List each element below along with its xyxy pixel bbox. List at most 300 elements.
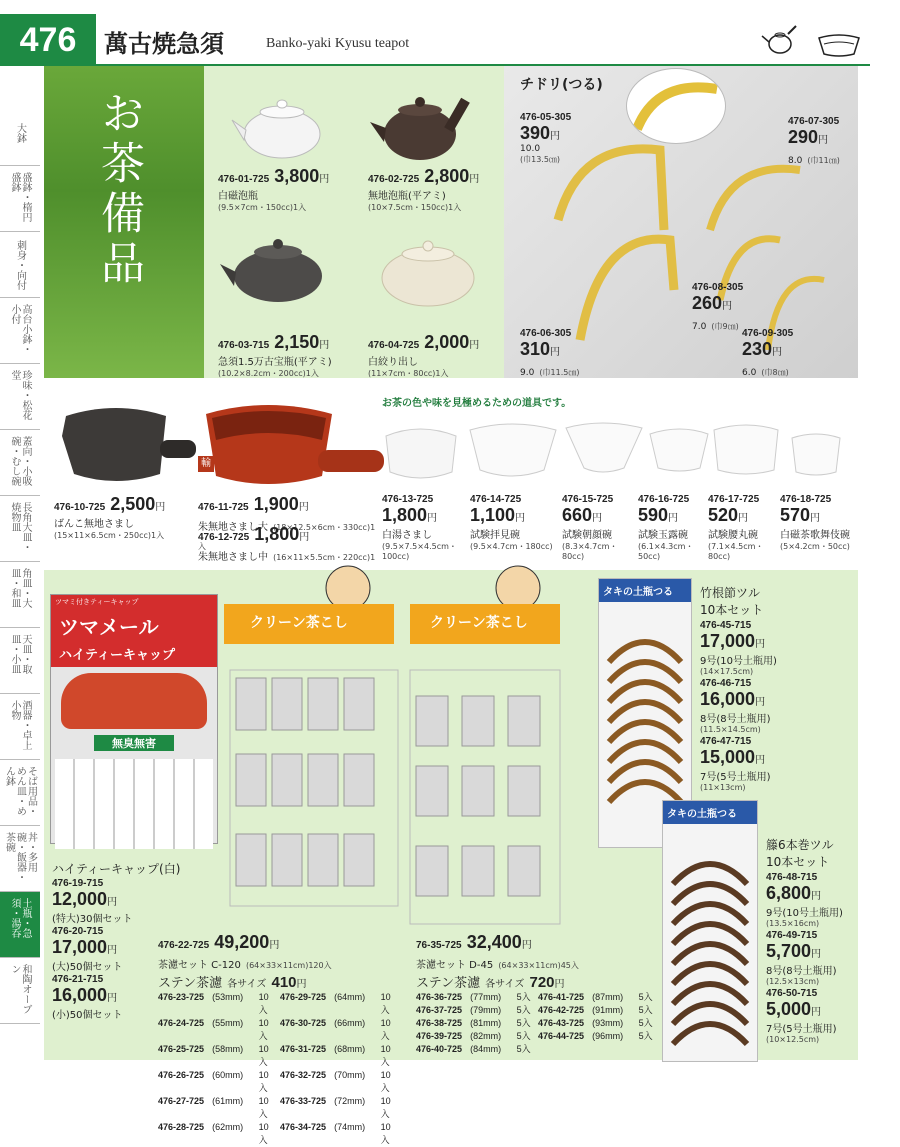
- bowl-item: [708, 494, 780, 561]
- product-code: 476-12-725: [198, 532, 250, 543]
- product-code: 476-20-715: [52, 926, 104, 937]
- product-code: 476-04-725: [368, 340, 420, 351]
- strainer-title: ステン茶濾: [158, 976, 223, 991]
- product-size: 7.0: [692, 322, 707, 332]
- product-dims: (6.1×4.3cm・50cc): [638, 542, 694, 561]
- bowl-item: [382, 494, 468, 561]
- sidebar-tab[interactable]: 盛鉢・楕円盛鉢: [0, 166, 40, 232]
- yen-unit: 円: [469, 174, 480, 185]
- product-dims: (5×4.2cm・50cc): [780, 542, 850, 551]
- table-cell: 476-36-725: [416, 992, 463, 1002]
- strainer-a-info: [158, 932, 398, 1147]
- product-code: 476-02-725: [368, 174, 420, 185]
- table-row: [158, 1069, 398, 1095]
- table-cell: [592, 1043, 634, 1056]
- table-cell: 476-32-725: [280, 1070, 327, 1080]
- product-code: 476-10-725: [54, 502, 106, 513]
- yen-unit: 円: [554, 979, 565, 990]
- caps-package-subtitle: ハイティーキャップ: [51, 642, 217, 667]
- caps-item: [52, 878, 222, 925]
- table-row: [416, 1017, 656, 1030]
- table-cell: 476-33-725: [280, 1096, 327, 1106]
- product-name: 白絞り出し: [368, 357, 418, 368]
- product-note: 7号(5号土瓶用): [766, 1024, 837, 1035]
- table-cell: 10入: [380, 1044, 391, 1067]
- product-dims: (12.5×13cm): [766, 977, 820, 986]
- bowl-item: [780, 494, 852, 552]
- table-cell: 476-30-725: [280, 1018, 327, 1028]
- product-note: 7号(5号土瓶用): [700, 772, 771, 783]
- handle-item: [766, 872, 866, 928]
- product-price: 310: [520, 339, 551, 359]
- rattan-sub: 10本セット: [766, 855, 830, 869]
- product-size: 8.0: [788, 156, 803, 166]
- table-cell: 476-25-725: [158, 1044, 205, 1054]
- product-size: 10.0: [520, 144, 541, 154]
- strainer-a-table: [158, 991, 398, 1147]
- sidebar-tab[interactable]: 土瓶・急須・湯呑: [0, 892, 40, 958]
- table-row: [158, 1043, 398, 1069]
- sidebar-tab[interactable]: 丼・多用碗・飯器・茶碗: [0, 826, 40, 892]
- table-cell: (60mm): [212, 1070, 244, 1080]
- product-code: 476-49-715: [766, 930, 818, 941]
- bamboo-info: [700, 584, 850, 792]
- product-code: 476-03-715: [218, 340, 270, 351]
- product-price: 660: [562, 505, 593, 525]
- product-note: 9号(10号土瓶用): [700, 656, 777, 667]
- table-cell: 476-23-725: [158, 992, 205, 1002]
- product-note: (大)50個セット: [52, 962, 123, 973]
- bowl-item: [638, 494, 710, 561]
- product-price: 290: [788, 127, 819, 147]
- strainer-b-table: [416, 991, 656, 1056]
- product-price: 1,800: [382, 505, 428, 525]
- yen-unit: 円: [550, 131, 561, 142]
- product-size: 9.0: [520, 368, 535, 378]
- package-label: タキの土瓶つる: [663, 801, 757, 824]
- table-cell: (91mm): [592, 1005, 624, 1015]
- yen-unit: 円: [298, 502, 309, 513]
- product-dims: (11×7cm・80cc)1入: [368, 369, 449, 378]
- product-width: (巾8㎝): [761, 368, 789, 377]
- yen-unit: 円: [469, 340, 480, 351]
- yen-unit: 円: [299, 532, 310, 543]
- table-row: [158, 1017, 398, 1043]
- set-dims: (64×33×11cm)120入: [245, 961, 332, 970]
- table-cell: (61mm): [212, 1096, 244, 1106]
- yen-unit: 円: [738, 513, 749, 524]
- product-price: 5,000: [766, 999, 812, 1019]
- product-price: 230: [742, 339, 773, 359]
- product-code: 476-13-725: [382, 494, 434, 505]
- strainer-sign-a: クリーン茶こし: [250, 615, 348, 631]
- product-price: 16,000: [700, 689, 756, 709]
- table-cell: 5入: [516, 992, 531, 1002]
- yen-unit: 円: [319, 174, 330, 185]
- product-price: 260: [692, 293, 723, 313]
- table-cell: (53mm): [212, 992, 244, 1002]
- teapot-grey-image: [216, 228, 336, 308]
- table-cell: 10入: [258, 1044, 269, 1067]
- yen-unit: 円: [550, 347, 561, 358]
- table-cell: 5入: [516, 1044, 531, 1054]
- bowls-row: [380, 412, 860, 488]
- table-cell: 476-34-725: [280, 1122, 327, 1132]
- product-note: 9号(10号土瓶用): [766, 908, 843, 919]
- product-name: 試験腰丸碗: [708, 530, 758, 541]
- teapot-item-1: [218, 166, 358, 213]
- table-cell: 5入: [516, 1018, 531, 1028]
- tools-caption: お茶の色や味を見極めるための道具です。: [382, 398, 572, 409]
- product-price: 390: [520, 123, 551, 143]
- product-name: 朱無地さまし中: [198, 552, 268, 563]
- product-price: 2,500: [110, 494, 156, 514]
- pourer-dark-image: [56, 396, 196, 488]
- table-cell: (68mm): [334, 1044, 366, 1054]
- yen-unit: 円: [107, 993, 118, 1004]
- yen-unit: 円: [269, 940, 280, 951]
- caps-grid: [55, 759, 213, 849]
- handle-item: [766, 988, 866, 1044]
- page-number: 476: [0, 14, 96, 66]
- handle-item: [700, 620, 850, 676]
- table-cell: (96mm): [592, 1031, 624, 1041]
- product-code: 476-17-725: [708, 494, 760, 505]
- product-code: 476-08-305: [692, 282, 744, 293]
- product-code: 476-18-725: [780, 494, 832, 505]
- chidori-item-1: [520, 112, 571, 165]
- table-cell: 5入: [638, 1018, 653, 1028]
- product-price: 6,800: [766, 883, 812, 903]
- rattan-package: [662, 800, 758, 1062]
- table-row: [416, 1004, 656, 1017]
- table-cell: [639, 1043, 656, 1056]
- bowl-item: [562, 494, 634, 561]
- product-name: 試験朝顔碗: [562, 530, 612, 541]
- yen-unit: 円: [155, 502, 166, 513]
- table-cell: 10入: [258, 1018, 269, 1041]
- product-dims: (10×7.5cm・150cc)1入: [368, 203, 462, 212]
- table-cell: 476-43-725: [538, 1018, 585, 1028]
- product-name: 白湯さまし: [382, 530, 432, 541]
- set-name: 茶濾セット C-120: [158, 960, 241, 971]
- table-cell: 5入: [516, 1031, 531, 1041]
- table-cell: 476-42-725: [538, 1005, 585, 1015]
- yen-unit: 円: [755, 755, 766, 766]
- sidebar: [0, 100, 40, 1024]
- product-dims: (9.5×7.5×4.5cm・100cc): [382, 542, 457, 561]
- table-row: [158, 1095, 398, 1121]
- product-price: 17,000: [52, 937, 108, 957]
- product-width: (巾11.5㎝): [539, 368, 580, 377]
- table-cell: [538, 1043, 588, 1056]
- product-code: 476-07-305: [788, 116, 840, 127]
- product-name: 無地泡瓶(平アミ): [368, 191, 446, 202]
- product-code: 476-01-725: [218, 174, 270, 185]
- product-name: 急須1.5万古宝瓶(平アミ): [218, 357, 332, 368]
- set-price: 32,400: [466, 932, 522, 952]
- chidori-item-4: [520, 328, 579, 379]
- table-cell: 476-39-725: [416, 1031, 463, 1041]
- table-cell: 10入: [380, 1018, 391, 1041]
- product-code: 476-45-715: [700, 620, 752, 631]
- product-note: 8号(8号土瓶用): [700, 714, 771, 725]
- table-cell: 476-38-725: [416, 1018, 463, 1028]
- product-dims: (13.5×16cm): [766, 919, 820, 928]
- chidori-title: チドリ(つる): [520, 77, 603, 93]
- product-price: 2,000: [424, 332, 470, 352]
- caps-package-title: ツマメール: [51, 609, 217, 642]
- caps-teapot-image: [61, 673, 207, 729]
- package-label: タキの土瓶つる: [599, 579, 691, 602]
- table-cell: (70mm): [334, 1070, 366, 1080]
- product-code: 476-19-715: [52, 878, 104, 889]
- sidebar-tab[interactable]: 和陶オーブン: [0, 958, 40, 1024]
- product-name: ばんこ無地さまし: [54, 519, 134, 530]
- product-name: 試験玉露碗: [638, 530, 688, 541]
- table-cell: 10入: [380, 1096, 391, 1119]
- sidebar-tab[interactable]: 珍味・松花堂: [0, 364, 40, 430]
- product-dims: (15×11×6.5cm・250cc)1入: [54, 531, 165, 540]
- sidebar-tab[interactable]: 天皿・取皿・小皿: [0, 628, 40, 694]
- product-name: 朱無地さまし大: [198, 522, 268, 533]
- yen-unit: 円: [810, 513, 821, 524]
- chidori-item-5: [742, 328, 793, 379]
- yen-unit: 円: [818, 135, 829, 146]
- table-cell: (87mm): [592, 992, 624, 1002]
- bowl-icon: [816, 28, 862, 58]
- product-note: (小)50個セット: [52, 1010, 123, 1021]
- table-cell: (84mm): [470, 1044, 502, 1054]
- product-code: 476-11-725: [198, 502, 249, 513]
- teapot-white-image: [226, 84, 326, 164]
- page-title: 萬古焼急須: [104, 29, 224, 58]
- yen-unit: 円: [592, 513, 603, 524]
- table-row: [416, 1043, 656, 1056]
- table-cell: 476-44-725: [538, 1031, 585, 1041]
- set-name: 茶濾セット D-45: [416, 960, 494, 971]
- product-price: 17,000: [700, 631, 756, 651]
- strainer-title: ステン茶濾: [416, 976, 481, 991]
- product-dims: (14×17.5cm): [700, 667, 754, 676]
- table-cell: 476-26-725: [158, 1070, 205, 1080]
- teapot-item-2: [368, 166, 508, 213]
- product-price: 1,800: [254, 524, 300, 544]
- product-code: 476-16-725: [638, 494, 690, 505]
- chidori-item-2: [788, 116, 840, 167]
- table-cell: 476-24-725: [158, 1018, 205, 1028]
- set-dims: (64×33×11cm)45入: [498, 961, 579, 970]
- product-price: 2,150: [274, 332, 320, 352]
- product-code: 476-50-715: [766, 988, 818, 999]
- table-cell: 476-29-725: [280, 992, 327, 1002]
- table-cell: 476-40-725: [416, 1044, 463, 1054]
- table-cell: (55mm): [212, 1018, 244, 1028]
- product-dims: (7.1×4.5cm・80cc): [708, 542, 764, 561]
- yen-unit: 円: [755, 639, 766, 650]
- table-cell: 10入: [258, 1070, 269, 1093]
- product-dims: (11.5×14.5cm): [700, 725, 761, 734]
- table-row: [158, 1121, 398, 1147]
- product-price: 590: [638, 505, 669, 525]
- table-cell: 10入: [258, 1096, 269, 1119]
- table-cell: (82mm): [470, 1031, 502, 1041]
- table-cell: (62mm): [212, 1122, 244, 1132]
- product-price: 570: [780, 505, 811, 525]
- table-cell: 476-28-725: [158, 1122, 205, 1132]
- table-row: [416, 991, 656, 1004]
- yen-unit: 円: [107, 897, 118, 908]
- product-price: 5,700: [766, 941, 812, 961]
- table-cell: (58mm): [212, 1044, 244, 1054]
- product-code: 476-05-305: [520, 112, 572, 123]
- rattan-info: [766, 836, 866, 1044]
- sidebar-tab[interactable]: 角皿・大皿・和皿: [0, 562, 40, 628]
- sidebar-tab[interactable]: そば用品・めん皿・めん鉢: [0, 760, 40, 826]
- product-name: 白磁茶歌舞伎碗: [780, 530, 850, 541]
- handle-item: [766, 930, 866, 986]
- set-code: 76-35-725: [416, 940, 462, 951]
- each-size: 各サイズ: [227, 979, 267, 990]
- product-price: 1,900: [253, 494, 299, 514]
- product-price: 12,000: [52, 889, 108, 909]
- bowl-item: [470, 494, 556, 552]
- product-note: (特大)30個セット: [52, 914, 133, 925]
- yen-unit: 円: [811, 891, 822, 902]
- table-cell: 476-41-725: [538, 992, 585, 1002]
- page-subtitle: Banko-yaki Kyusu teapot: [266, 36, 410, 51]
- table-row: [416, 1030, 656, 1043]
- each-size: 各サイズ: [485, 979, 525, 990]
- table-cell: (72mm): [334, 1096, 366, 1106]
- table-cell: (64mm): [334, 992, 366, 1002]
- teapot-item-4: [368, 332, 508, 379]
- yen-unit: 円: [515, 513, 526, 524]
- product-dims: (10.2×8.2cm・200cc)1入: [218, 369, 319, 378]
- strainer-sign-b: クリーン茶こし: [430, 615, 528, 631]
- caps-title: ハイティーキャップ(白): [52, 862, 181, 876]
- table-cell: 476-27-725: [158, 1096, 205, 1106]
- product-code: 476-09-305: [742, 328, 794, 339]
- yen-unit: 円: [427, 513, 438, 524]
- product-price: 1,100: [470, 505, 516, 525]
- product-price: 3,800: [274, 166, 320, 186]
- caps-package-tag: 無臭無害: [94, 735, 174, 751]
- yen-unit: 円: [811, 1007, 822, 1018]
- bamboo-sub: 10本セット: [700, 603, 764, 617]
- table-cell: (77mm): [470, 992, 502, 1002]
- teapot-icon: [760, 22, 800, 58]
- sidebar-tab[interactable]: 大鉢: [0, 100, 40, 166]
- product-price: 2,800: [424, 166, 470, 186]
- product-code: 476-47-715: [700, 736, 752, 747]
- rattan-title: 籐6本巻ツル: [766, 838, 834, 852]
- product-code: 476-46-715: [700, 678, 752, 689]
- product-code: 476-21-715: [52, 974, 104, 985]
- table-cell: 476-31-725: [280, 1044, 327, 1054]
- pourer-item-1: [54, 494, 194, 541]
- teapot-item-3: [218, 332, 368, 379]
- product-price: 15,000: [700, 747, 756, 767]
- sidebar-tab[interactable]: 酒器・卓上小物: [0, 694, 40, 760]
- product-dims: (11×13cm): [700, 783, 746, 792]
- yen-unit: 円: [107, 945, 118, 956]
- pourer-red-image: [198, 396, 388, 492]
- table-cell: 476-37-725: [416, 1005, 463, 1015]
- table-cell: 10入: [258, 1122, 269, 1145]
- table-cell: 5入: [638, 992, 653, 1002]
- each-price: 410: [271, 974, 297, 991]
- yen-unit: 円: [319, 340, 330, 351]
- each-price: 720: [529, 974, 555, 991]
- table-row: [158, 991, 398, 1017]
- table-cell: 10入: [380, 1122, 391, 1145]
- caps-package: [50, 594, 218, 844]
- handle-item: [700, 678, 850, 734]
- sidebar-tab[interactable]: 高台小鉢・小付: [0, 298, 40, 364]
- product-size: 6.0: [742, 368, 757, 378]
- strainer-b-info: [416, 932, 656, 1056]
- product-price: 16,000: [52, 985, 108, 1005]
- product-name: 試験拝見碗: [470, 530, 520, 541]
- table-cell: 10入: [380, 992, 391, 1015]
- yen-unit: 円: [755, 697, 766, 708]
- product-dims: (18×12.5×6cm・330cc)1入: [198, 523, 376, 551]
- table-cell: 10入: [380, 1070, 391, 1093]
- product-dims: (8.3×4.7cm・80cc): [562, 542, 618, 561]
- product-code: 476-48-715: [766, 872, 818, 883]
- sidebar-tab[interactable]: 長角大皿・焼物皿: [0, 496, 40, 562]
- product-dims: (16×11×5.5cm・220cc)1: [273, 553, 376, 562]
- table-cell: (93mm): [592, 1018, 624, 1028]
- product-code: 476-14-725: [470, 494, 522, 505]
- table-cell: 5入: [638, 1031, 653, 1041]
- yen-unit: 円: [722, 301, 733, 312]
- yen-unit: 円: [668, 513, 679, 524]
- product-dims: (10×12.5cm): [766, 1035, 820, 1044]
- sidebar-tab[interactable]: 蓋向・小吸碗・むし碗: [0, 430, 40, 496]
- caps-package-top: ツマミ付きティーキャップ: [51, 595, 217, 609]
- table-cell: (81mm): [470, 1018, 502, 1028]
- handle-item: [700, 736, 850, 792]
- sidebar-tab[interactable]: 刺身・向付: [0, 232, 40, 298]
- product-code: 476-06-305: [520, 328, 572, 339]
- product-dims: (9.5×4.7cm・180cc): [470, 542, 553, 551]
- product-width: (巾13.5㎝): [520, 155, 561, 164]
- product-dims: (9.5×7cm・150cc)1入: [218, 203, 307, 212]
- import-badge: 輸: [198, 456, 214, 472]
- product-price: 520: [708, 505, 739, 525]
- chidori-item-3: [692, 282, 743, 333]
- yen-unit: 円: [296, 979, 307, 990]
- yen-unit: 円: [521, 940, 532, 951]
- product-width: (巾9㎝): [711, 322, 739, 331]
- table-cell: (79mm): [470, 1005, 502, 1015]
- table-cell: (66mm): [334, 1018, 366, 1028]
- teapot-cream-image: [368, 232, 488, 312]
- table-cell: 10入: [258, 992, 269, 1015]
- yen-unit: 円: [772, 347, 783, 358]
- bamboo-title: 竹根節ツル: [700, 586, 761, 600]
- product-code: 476-15-725: [562, 494, 614, 505]
- product-name: 白磁泡瓶: [218, 191, 258, 202]
- set-price: 49,200: [214, 932, 270, 952]
- teapot-brown-image: [364, 78, 484, 168]
- calligraphy: お茶備品: [93, 90, 144, 290]
- table-cell: (74mm): [334, 1122, 366, 1132]
- product-note: 8号(8号土瓶用): [766, 966, 837, 977]
- set-code: 476-22-725: [158, 940, 210, 951]
